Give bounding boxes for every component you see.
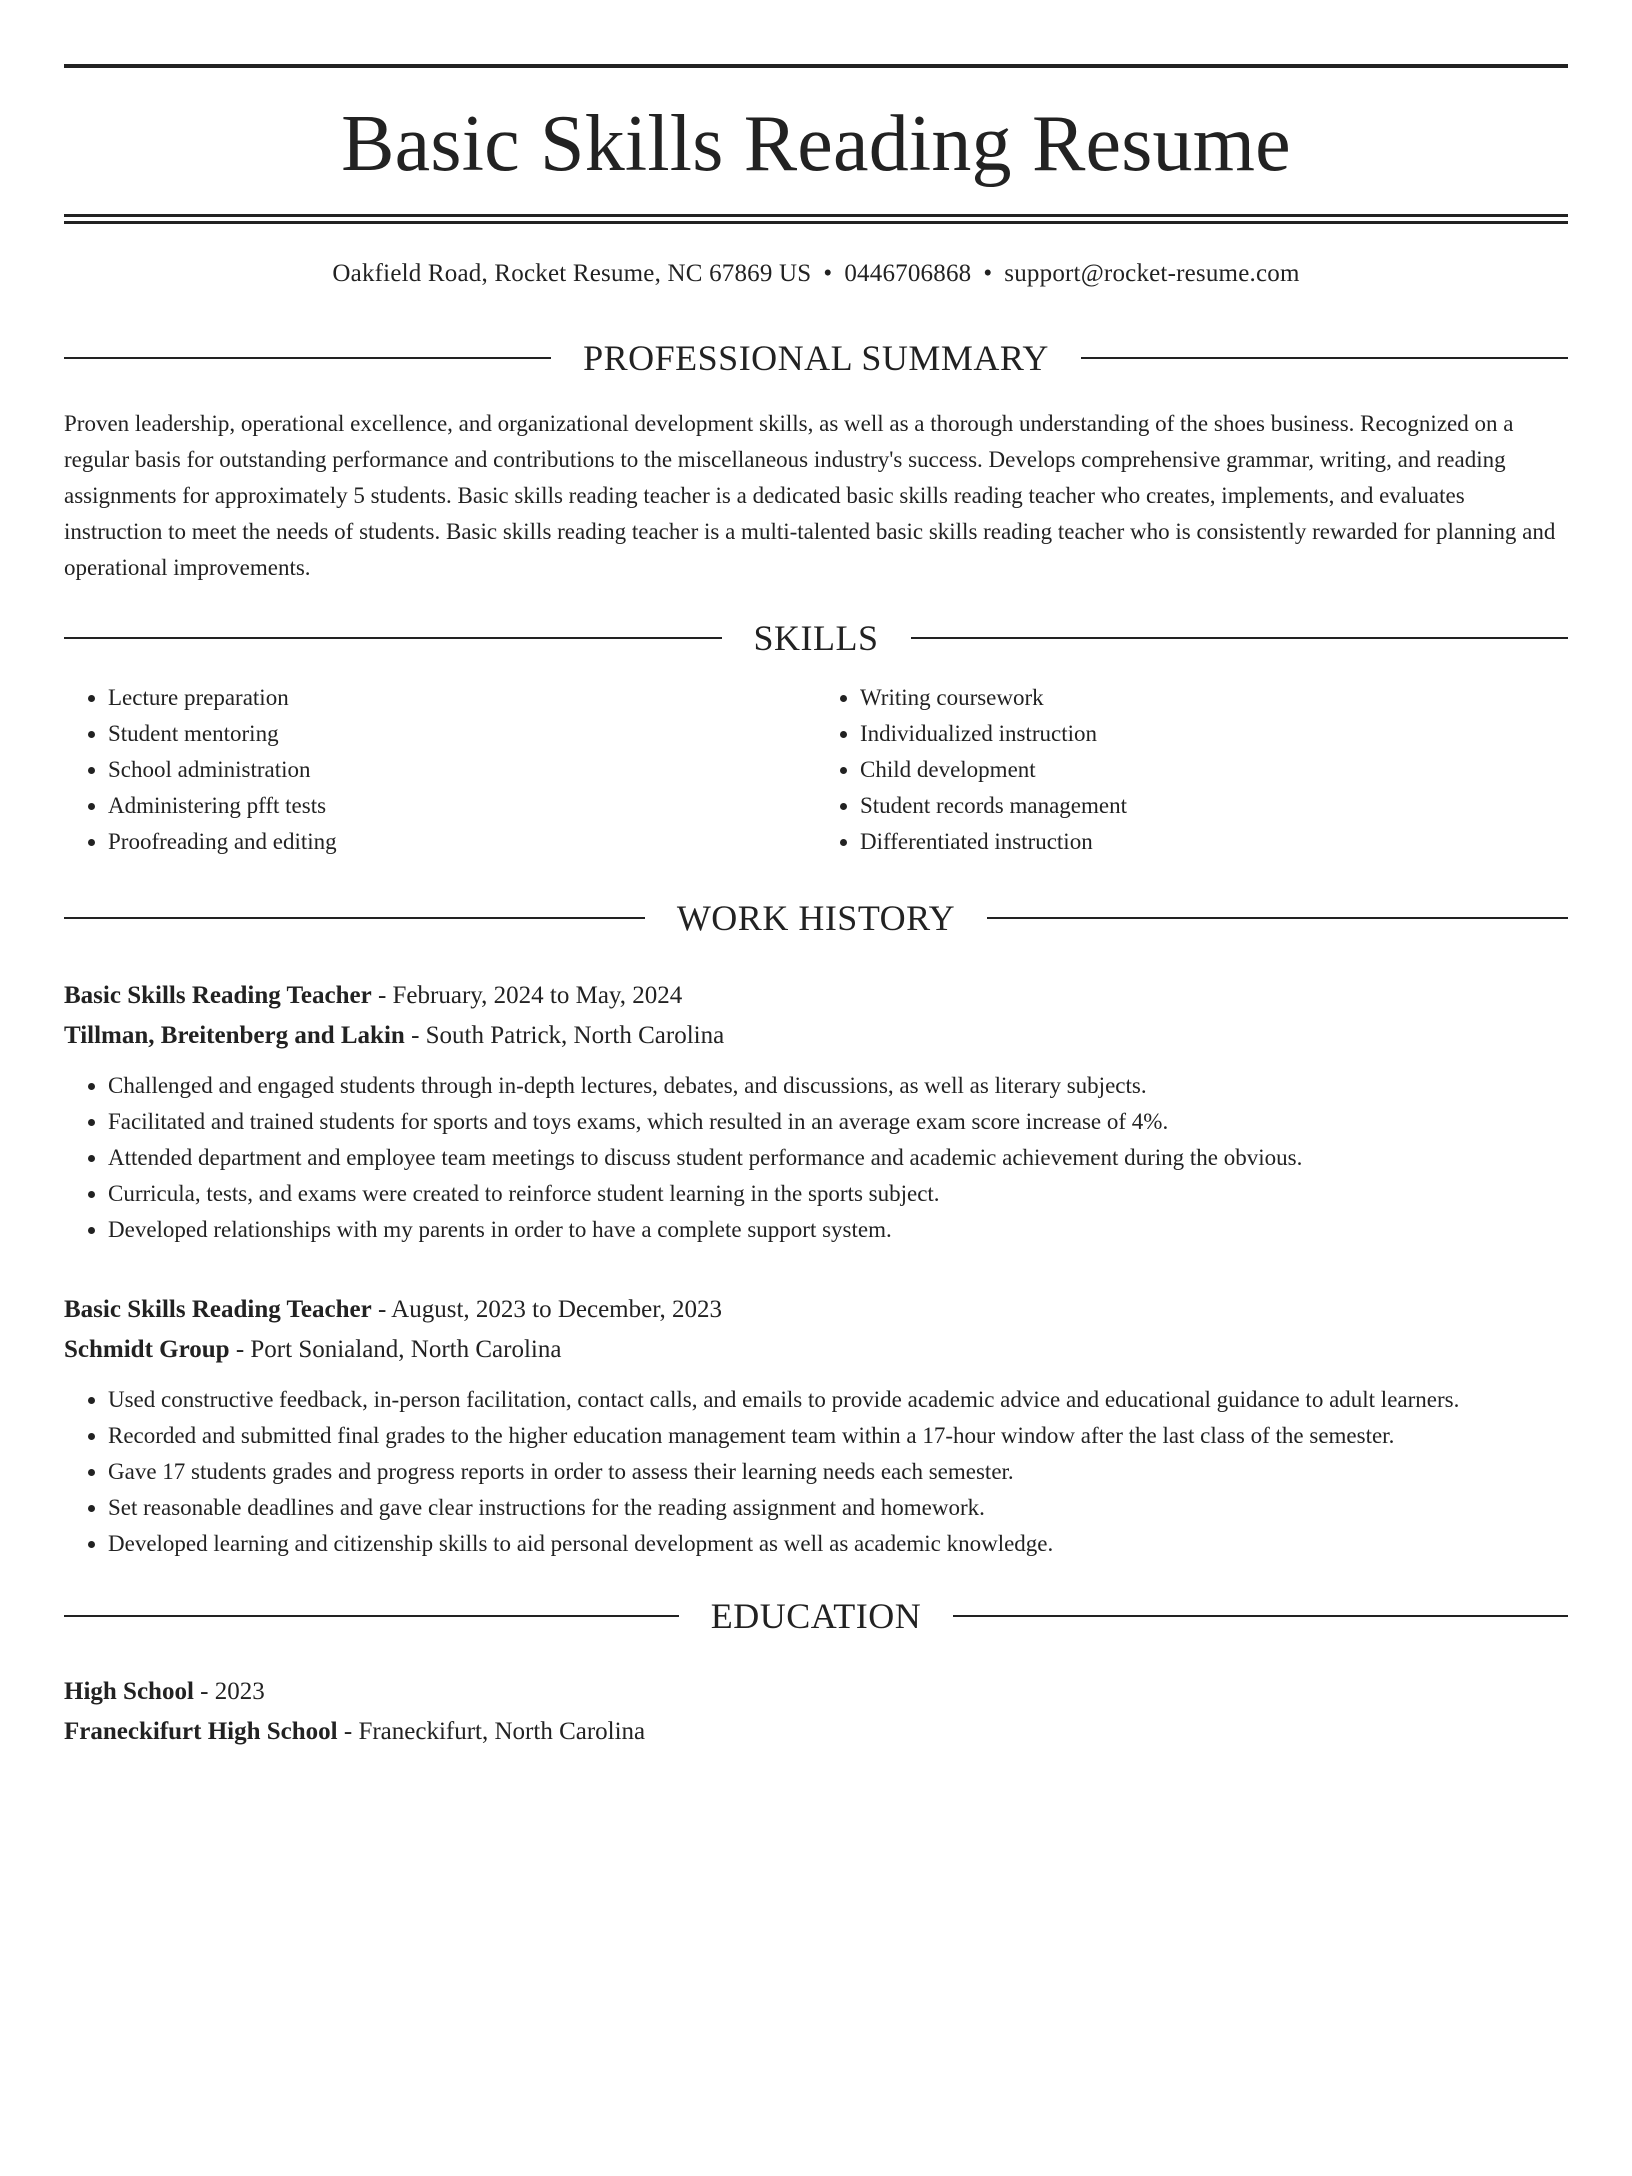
title-double-rule [64,214,1568,224]
job-bullet: • Attended department and employee team meetings to discuss student performance and academic achievement during the obvious. [108,1140,1568,1176]
job-bullet: • Developed learning and citizenship skills to aid personal development as well as academic knowledge. [108,1526,1568,1562]
skill-item: • School administration [108,752,816,788]
skill-item: • Individualized instruction [860,716,1568,752]
heading-rule [911,637,1569,639]
contact-address: Oakfield Road, Rocket Resume, NC 67869 US [332,260,812,287]
skills-column-left [64,680,816,860]
job-dates: February, 2024 to May, 2024 [392,982,683,1009]
job-title: Basic Skills Reading Teacher [64,982,372,1009]
dash: - [229,1336,251,1363]
job-company-line [64,1330,1568,1370]
skills-column-right [816,680,1568,860]
resume-title: Basic Skills Reading Resume [341,100,1291,188]
job-company-line [64,1016,1568,1056]
job-title-line [64,1290,1568,1330]
education-school: Franeckifurt High School [64,1718,338,1745]
section-heading-education [64,1598,1568,1634]
summary-text: Proven leadership, operational excellence, and organizational development skills, as well as a thorough understanding of the shoes business. Recognized on a regular basis for outstanding performance and contributions to the miscellaneous industry's success. Develops comprehensive grammar, writing, and reading assignments for approximately 5 students. Basic skills reading teacher is a dedicated basic skills reading teacher who creates, implements, and evaluates instruction to meet the needs of students. Basic skills reading teacher is a multi-talented basic skills reading teacher who is consistently rewarded for planning and operational improvements. [64,411,1556,580]
contact-separator: • [983,260,993,287]
heading-rule [64,637,722,639]
skill-item: • Writing coursework [860,680,1568,716]
section-title: WORK HISTORY [676,898,956,938]
job-company: Schmidt Group [64,1336,230,1363]
top-rule [64,64,1568,68]
job-bullet: • Used constructive feedback, in-person facilitation, contact calls, and emails to provide academic advice and educational guidance to adult learners. [108,1382,1568,1418]
section-heading-summary [64,340,1568,376]
skill-item: • Administering pfft tests [108,788,816,824]
job-entry [64,1290,1568,1562]
job-bullets [64,1068,1568,1248]
contact-email: support@rocket-resume.com [1004,260,1300,287]
job-bullet: • Curricula, tests, and exams were created to reinforce student learning in the sports subject. [108,1176,1568,1212]
education-school-line [64,1712,1568,1752]
job-bullet: • Facilitated and trained students for sports and toys exams, which resulted in an average exam score increase of 4%. [108,1104,1568,1140]
job-bullet: • Gave 17 students grades and progress reports in order to assess their learning needs each semester. [108,1454,1568,1490]
section-heading-work [64,900,1568,936]
section-title: EDUCATION [710,1596,922,1636]
contact-phone: 0446706868 [844,260,972,287]
heading-rule [64,357,551,359]
job-dates: August, 2023 to December, 2023 [391,1296,723,1323]
section-heading-skills [64,620,1568,656]
section-title: SKILLS [753,618,879,658]
heading-rule [64,917,645,919]
contact-line [64,260,1568,288]
skill-item: • Child development [860,752,1568,788]
job-title: Basic Skills Reading Teacher [64,1296,372,1323]
job-bullets [64,1382,1568,1562]
heading-rule [987,917,1568,919]
job-bullet: • Developed relationships with my parents in order to have a complete support system. [108,1212,1568,1248]
heading-rule [953,1615,1568,1617]
job-location: South Patrick, North Carolina [425,1022,725,1049]
resume-page [0,64,1632,2176]
section-title: PROFESSIONAL SUMMARY [583,338,1049,378]
dash: - [371,1296,392,1323]
education-year: 2023 [214,1678,265,1705]
dash: - [193,1678,215,1705]
job-company: Tillman, Breitenberg and Lakin [64,1022,405,1049]
heading-rule [64,1615,679,1617]
education-location: Franeckifurt, North Carolina [358,1718,646,1745]
education-entry [64,1672,1568,1752]
job-location: Port Sonialand, North Carolina [250,1336,562,1363]
skill-item: • Differentiated instruction [860,824,1568,860]
contact-separator: • [823,260,833,287]
job-bullet: • Challenged and engaged students through in-depth lectures, debates, and discussions, as well as literary subjects. [108,1068,1568,1104]
job-bullet: • Set reasonable deadlines and gave clear instructions for the reading assignment and homework. [108,1490,1568,1526]
dash: - [404,1022,426,1049]
heading-rule [1081,357,1568,359]
job-bullet: • Recorded and submitted final grades to the higher education management team within a 17-hour window after the last class of the semester. [108,1418,1568,1454]
skill-item: • Proofreading and editing [108,824,816,860]
skill-item: • Lecture preparation [108,680,816,716]
education-degree-line [64,1672,1568,1712]
skill-item: • Student records management [860,788,1568,824]
skill-item: • Student mentoring [108,716,816,752]
dash: - [337,1718,359,1745]
skills-list [64,680,1568,860]
education-degree: High School [64,1678,194,1705]
job-entry [64,976,1568,1248]
job-title-line [64,976,1568,1016]
dash: - [371,982,393,1009]
